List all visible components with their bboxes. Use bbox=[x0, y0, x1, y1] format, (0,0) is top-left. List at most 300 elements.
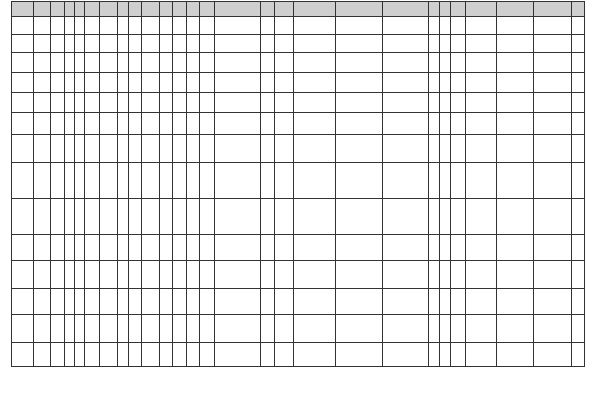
table-cell bbox=[571, 315, 584, 343]
table-cell bbox=[496, 163, 533, 199]
table-cell bbox=[465, 315, 496, 343]
table-cell bbox=[141, 35, 159, 53]
table-cell bbox=[275, 261, 294, 289]
table-cell bbox=[496, 235, 533, 261]
table-cell bbox=[260, 261, 274, 289]
table-cell bbox=[117, 163, 128, 199]
table-cell bbox=[260, 199, 274, 235]
column-header bbox=[293, 2, 335, 17]
table-cell bbox=[440, 163, 451, 199]
table-cell bbox=[12, 73, 34, 93]
table-cell bbox=[84, 235, 99, 261]
table-cell bbox=[214, 315, 260, 343]
table-cell bbox=[64, 53, 74, 73]
table-cell bbox=[12, 343, 34, 367]
table-cell bbox=[275, 17, 294, 35]
table-cell bbox=[335, 73, 382, 93]
table-cell bbox=[214, 17, 260, 35]
table-cell bbox=[128, 35, 141, 53]
table-cell bbox=[214, 113, 260, 135]
table-cell bbox=[260, 289, 274, 315]
table-cell bbox=[335, 113, 382, 135]
table-cell bbox=[451, 73, 465, 93]
column-header bbox=[383, 2, 429, 17]
table-cell bbox=[50, 163, 64, 199]
table-cell bbox=[275, 235, 294, 261]
table-cell bbox=[571, 235, 584, 261]
table-cell bbox=[141, 235, 159, 261]
table-cell bbox=[100, 289, 118, 315]
table-cell bbox=[187, 17, 200, 35]
table-cell bbox=[117, 35, 128, 53]
table-cell bbox=[50, 261, 64, 289]
table-cell bbox=[571, 289, 584, 315]
table-cell bbox=[172, 113, 186, 135]
table-cell bbox=[117, 53, 128, 73]
table-cell bbox=[260, 315, 274, 343]
table-cell bbox=[534, 113, 571, 135]
table-cell bbox=[293, 163, 335, 199]
table-cell bbox=[293, 73, 335, 93]
table-cell bbox=[84, 199, 99, 235]
table-cell bbox=[50, 199, 64, 235]
table-cell bbox=[534, 17, 571, 35]
table-cell bbox=[74, 261, 84, 289]
table-cell bbox=[534, 343, 571, 367]
table-cell bbox=[293, 113, 335, 135]
table-cell bbox=[64, 113, 74, 135]
table-row bbox=[12, 53, 585, 73]
table-cell bbox=[187, 73, 200, 93]
table-cell bbox=[214, 53, 260, 73]
table-cell bbox=[100, 235, 118, 261]
column-header bbox=[74, 2, 84, 17]
table-cell bbox=[335, 135, 382, 163]
table-cell bbox=[429, 135, 440, 163]
table-cell bbox=[429, 73, 440, 93]
table-cell bbox=[451, 113, 465, 135]
table-cell bbox=[465, 199, 496, 235]
table-cell bbox=[187, 53, 200, 73]
table-cell bbox=[214, 163, 260, 199]
table-cell bbox=[200, 135, 214, 163]
table-cell bbox=[534, 315, 571, 343]
table-cell bbox=[128, 199, 141, 235]
table-cell bbox=[383, 53, 429, 73]
table-cell bbox=[141, 53, 159, 73]
table-cell bbox=[571, 53, 584, 73]
table-cell bbox=[50, 73, 64, 93]
table-cell bbox=[100, 261, 118, 289]
table-cell bbox=[64, 135, 74, 163]
table-cell bbox=[172, 93, 186, 113]
table-cell bbox=[64, 93, 74, 113]
table-cell bbox=[534, 163, 571, 199]
table-cell bbox=[12, 315, 34, 343]
table-cell bbox=[100, 163, 118, 199]
table-cell bbox=[383, 199, 429, 235]
table-cell bbox=[275, 35, 294, 53]
table-cell bbox=[12, 53, 34, 73]
table-row bbox=[12, 17, 585, 35]
column-header bbox=[172, 2, 186, 17]
table-cell bbox=[335, 163, 382, 199]
table-cell bbox=[100, 93, 118, 113]
table-cell bbox=[335, 261, 382, 289]
table-cell bbox=[172, 17, 186, 35]
column-header bbox=[275, 2, 294, 17]
table-cell bbox=[534, 261, 571, 289]
table-cell bbox=[84, 315, 99, 343]
table-cell bbox=[383, 163, 429, 199]
table-cell bbox=[74, 135, 84, 163]
table-cell bbox=[429, 235, 440, 261]
table-cell bbox=[429, 343, 440, 367]
table-cell bbox=[440, 289, 451, 315]
table-cell bbox=[451, 315, 465, 343]
table-cell bbox=[187, 261, 200, 289]
column-header bbox=[200, 2, 214, 17]
table-cell bbox=[440, 199, 451, 235]
table-cell bbox=[141, 113, 159, 135]
table-cell bbox=[200, 163, 214, 199]
table-cell bbox=[187, 113, 200, 135]
table-cell bbox=[429, 35, 440, 53]
table-header-row bbox=[12, 2, 585, 17]
table-cell bbox=[74, 93, 84, 113]
table-cell bbox=[64, 343, 74, 367]
table-cell bbox=[200, 235, 214, 261]
table-cell bbox=[128, 235, 141, 261]
table-cell bbox=[335, 235, 382, 261]
table-cell bbox=[50, 35, 64, 53]
table-cell bbox=[335, 289, 382, 315]
table-cell bbox=[571, 343, 584, 367]
table-cell bbox=[200, 289, 214, 315]
table-cell bbox=[451, 93, 465, 113]
table-cell bbox=[12, 17, 34, 35]
table-cell bbox=[571, 17, 584, 35]
table-cell bbox=[50, 289, 64, 315]
table-row bbox=[12, 261, 585, 289]
table-cell bbox=[50, 53, 64, 73]
table-cell bbox=[465, 289, 496, 315]
column-header bbox=[214, 2, 260, 17]
table-cell bbox=[141, 289, 159, 315]
table-cell bbox=[496, 93, 533, 113]
table-cell bbox=[335, 343, 382, 367]
table-cell bbox=[496, 135, 533, 163]
table-cell bbox=[187, 315, 200, 343]
table-row bbox=[12, 315, 585, 343]
table-cell bbox=[335, 93, 382, 113]
table-cell bbox=[159, 135, 172, 163]
table-cell bbox=[117, 343, 128, 367]
table-cell bbox=[451, 289, 465, 315]
table-cell bbox=[571, 93, 584, 113]
column-header bbox=[50, 2, 64, 17]
table-cell bbox=[141, 315, 159, 343]
table-cell bbox=[534, 35, 571, 53]
table-cell bbox=[159, 113, 172, 135]
table-cell bbox=[128, 315, 141, 343]
table-cell bbox=[64, 235, 74, 261]
column-header bbox=[451, 2, 465, 17]
table-cell bbox=[74, 343, 84, 367]
table-cell bbox=[172, 315, 186, 343]
table-cell bbox=[159, 343, 172, 367]
table-cell bbox=[34, 113, 51, 135]
table-cell bbox=[260, 53, 274, 73]
table-cell bbox=[12, 135, 34, 163]
table-cell bbox=[200, 261, 214, 289]
table-cell bbox=[260, 93, 274, 113]
table-cell bbox=[34, 343, 51, 367]
table-cell bbox=[496, 35, 533, 53]
table-cell bbox=[465, 53, 496, 73]
table-cell bbox=[440, 93, 451, 113]
table-cell bbox=[12, 93, 34, 113]
table-cell bbox=[74, 235, 84, 261]
table-cell bbox=[128, 289, 141, 315]
table-cell bbox=[293, 235, 335, 261]
table-cell bbox=[275, 73, 294, 93]
table-cell bbox=[34, 289, 51, 315]
table-cell bbox=[50, 93, 64, 113]
table-row bbox=[12, 343, 585, 367]
table-cell bbox=[128, 17, 141, 35]
table-cell bbox=[275, 199, 294, 235]
table-cell bbox=[293, 199, 335, 235]
table-cell bbox=[571, 163, 584, 199]
table-cell bbox=[383, 113, 429, 135]
table-row bbox=[12, 163, 585, 199]
table-cell bbox=[172, 135, 186, 163]
table-cell bbox=[429, 163, 440, 199]
column-header bbox=[100, 2, 118, 17]
table-cell bbox=[534, 73, 571, 93]
table-cell bbox=[141, 73, 159, 93]
table-cell bbox=[383, 17, 429, 35]
table-cell bbox=[187, 343, 200, 367]
table-cell bbox=[200, 93, 214, 113]
table-cell bbox=[335, 315, 382, 343]
table-cell bbox=[335, 199, 382, 235]
table-cell bbox=[128, 53, 141, 73]
table-cell bbox=[383, 235, 429, 261]
table-row bbox=[12, 235, 585, 261]
table-cell bbox=[275, 289, 294, 315]
table-cell bbox=[84, 135, 99, 163]
table-cell bbox=[187, 235, 200, 261]
table-cell bbox=[34, 315, 51, 343]
column-header bbox=[496, 2, 533, 17]
table-cell bbox=[100, 17, 118, 35]
table-cell bbox=[172, 35, 186, 53]
table-cell bbox=[187, 135, 200, 163]
table-cell bbox=[260, 17, 274, 35]
table-cell bbox=[383, 93, 429, 113]
table-cell bbox=[172, 73, 186, 93]
table-cell bbox=[465, 73, 496, 93]
table-cell bbox=[496, 261, 533, 289]
table-cell bbox=[84, 35, 99, 53]
table-cell bbox=[159, 199, 172, 235]
table-cell bbox=[159, 315, 172, 343]
table-cell bbox=[214, 289, 260, 315]
table-cell bbox=[128, 73, 141, 93]
table-cell bbox=[275, 113, 294, 135]
table-cell bbox=[429, 53, 440, 73]
table-cell bbox=[496, 315, 533, 343]
column-header bbox=[84, 2, 99, 17]
table-cell bbox=[84, 163, 99, 199]
table-cell bbox=[440, 113, 451, 135]
table-cell bbox=[159, 17, 172, 35]
table-cell bbox=[260, 73, 274, 93]
table-cell bbox=[534, 53, 571, 73]
column-header bbox=[440, 2, 451, 17]
table-cell bbox=[12, 289, 34, 315]
table-cell bbox=[64, 35, 74, 53]
table-cell bbox=[214, 261, 260, 289]
table-cell bbox=[293, 35, 335, 53]
table-cell bbox=[141, 163, 159, 199]
table-cell bbox=[429, 261, 440, 289]
table-cell bbox=[12, 261, 34, 289]
table-cell bbox=[50, 235, 64, 261]
table-cell bbox=[214, 235, 260, 261]
table-cell bbox=[50, 343, 64, 367]
table-cell bbox=[74, 199, 84, 235]
table-cell bbox=[117, 113, 128, 135]
table-cell bbox=[571, 113, 584, 135]
table-cell bbox=[275, 163, 294, 199]
table-cell bbox=[275, 343, 294, 367]
table-cell bbox=[451, 135, 465, 163]
table-cell bbox=[465, 163, 496, 199]
table-cell bbox=[172, 163, 186, 199]
table-cell bbox=[64, 199, 74, 235]
table-cell bbox=[12, 235, 34, 261]
table-cell bbox=[34, 53, 51, 73]
table-cell bbox=[200, 17, 214, 35]
table-cell bbox=[100, 315, 118, 343]
table-cell bbox=[571, 73, 584, 93]
table-cell bbox=[293, 135, 335, 163]
table-cell bbox=[34, 73, 51, 93]
table-cell bbox=[293, 261, 335, 289]
table-cell bbox=[117, 261, 128, 289]
table-cell bbox=[451, 35, 465, 53]
table-cell bbox=[64, 315, 74, 343]
table-cell bbox=[534, 235, 571, 261]
table-cell bbox=[293, 289, 335, 315]
table-cell bbox=[117, 315, 128, 343]
table-cell bbox=[74, 53, 84, 73]
table-cell bbox=[429, 113, 440, 135]
table-cell bbox=[275, 53, 294, 73]
table-cell bbox=[117, 135, 128, 163]
table-cell bbox=[12, 163, 34, 199]
table-cell bbox=[383, 73, 429, 93]
table-cell bbox=[429, 315, 440, 343]
table-cell bbox=[172, 235, 186, 261]
table-cell bbox=[571, 199, 584, 235]
table-cell bbox=[34, 35, 51, 53]
table-cell bbox=[293, 17, 335, 35]
table-cell bbox=[117, 289, 128, 315]
table-cell bbox=[74, 113, 84, 135]
table-cell bbox=[496, 199, 533, 235]
table-row bbox=[12, 113, 585, 135]
column-header bbox=[34, 2, 51, 17]
table-cell bbox=[187, 199, 200, 235]
table-cell bbox=[128, 93, 141, 113]
table-cell bbox=[465, 113, 496, 135]
table-cell bbox=[214, 73, 260, 93]
table-cell bbox=[172, 343, 186, 367]
table-cell bbox=[187, 289, 200, 315]
table-cell bbox=[383, 289, 429, 315]
table-cell bbox=[465, 93, 496, 113]
table-cell bbox=[465, 35, 496, 53]
table-cell bbox=[100, 199, 118, 235]
table-cell bbox=[187, 35, 200, 53]
table-cell bbox=[200, 73, 214, 93]
table-cell bbox=[117, 93, 128, 113]
table-cell bbox=[159, 261, 172, 289]
table-cell bbox=[84, 261, 99, 289]
table-cell bbox=[335, 17, 382, 35]
table-cell bbox=[34, 135, 51, 163]
table-cell bbox=[440, 17, 451, 35]
table-cell bbox=[200, 343, 214, 367]
table-cell bbox=[214, 135, 260, 163]
table-row bbox=[12, 93, 585, 113]
table-cell bbox=[84, 17, 99, 35]
table-cell bbox=[50, 17, 64, 35]
table-cell bbox=[172, 289, 186, 315]
table-cell bbox=[64, 73, 74, 93]
column-header bbox=[335, 2, 382, 17]
column-header bbox=[128, 2, 141, 17]
table-cell bbox=[159, 289, 172, 315]
table-cell bbox=[141, 261, 159, 289]
table-cell bbox=[275, 315, 294, 343]
table-cell bbox=[214, 199, 260, 235]
table-cell bbox=[34, 261, 51, 289]
table-cell bbox=[159, 93, 172, 113]
table-cell bbox=[440, 261, 451, 289]
table-row bbox=[12, 135, 585, 163]
table-cell bbox=[496, 17, 533, 35]
column-header bbox=[187, 2, 200, 17]
table-cell bbox=[496, 53, 533, 73]
table-cell bbox=[383, 343, 429, 367]
table-cell bbox=[440, 35, 451, 53]
column-header bbox=[571, 2, 584, 17]
table-cell bbox=[128, 343, 141, 367]
column-header bbox=[12, 2, 34, 17]
table-cell bbox=[74, 17, 84, 35]
table-cell bbox=[496, 113, 533, 135]
table-cell bbox=[571, 135, 584, 163]
table-cell bbox=[128, 163, 141, 199]
table-cell bbox=[534, 289, 571, 315]
table-cell bbox=[187, 163, 200, 199]
table-row bbox=[12, 35, 585, 53]
